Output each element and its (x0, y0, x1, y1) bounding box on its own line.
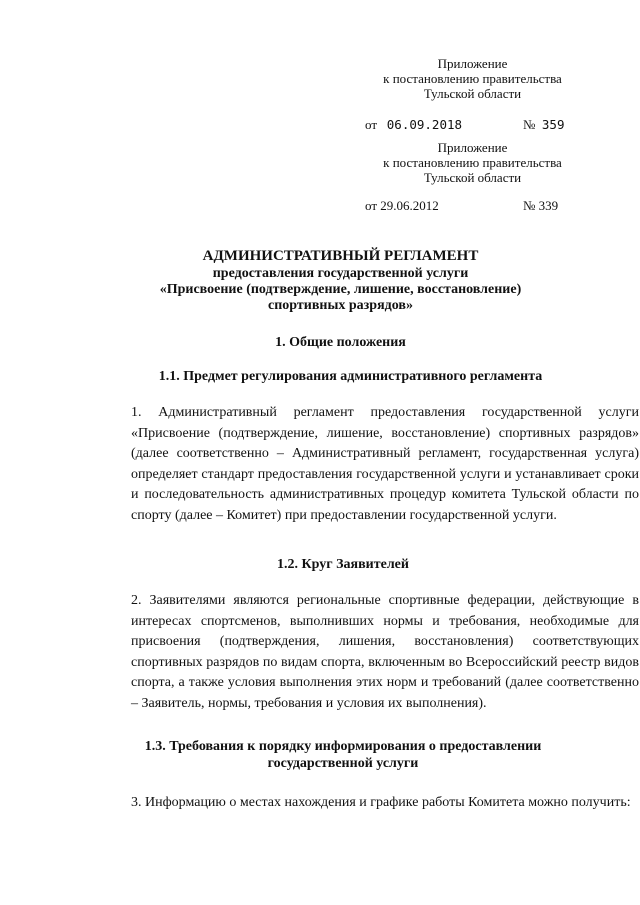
paragraph-1: 1. Административный регламент предоставления государственной услуги «Присвоение (подтверждение, лишение, восстановление) спортивных разрядов» (далее соответственно – Административный регламент, государственная услуга) определяет стандарт предоставления государственной услуги и устанавливает сроки и последовательность административных процедур комитета Тульской области по спорту (далее – Комитет) при предоставлении государственной услуги. (131, 405, 639, 523)
appendix-header-current (360, 56, 585, 101)
number-label: № (523, 117, 536, 132)
document-subtitle: предоставления государственной услуги «Присвоение (подтверждение, лишение, восстановление) спортивных разрядов» (159, 266, 522, 313)
date-label: от (365, 117, 378, 132)
appendix-region: Тульской области (423, 86, 522, 101)
appendix-label: Приложение (437, 140, 508, 155)
appendix-region: Тульской области (423, 170, 522, 185)
appendix-header-original (360, 140, 585, 185)
appendix-label: Приложение (437, 56, 508, 71)
order-number: 359 (541, 117, 565, 132)
order-number: 339 (538, 198, 559, 213)
number-label: № (523, 198, 536, 213)
document-title: АДМИНИСТРАТИВНЫЙ РЕГЛАМЕНТ (202, 248, 479, 264)
section-heading-subject: 1.1. Предмет регулирования административного регламента (158, 369, 543, 384)
paragraph-3: 3. Информацию о местах нахождения и графике работы Комитета можно получить: (131, 795, 631, 810)
section-heading-information: 1.3. Требования к порядку информирования о предоставлении государственной услуги (144, 739, 542, 771)
paragraph-2: 2. Заявителями являются региональные спортивные федерации, действующие в интересах спортсменов, выполнивших нормы и требования, необходимые для присвоения (подтверждения, лишения, восстановления) соответствующих спортивных разрядов по видам спорта, включенным во Всероссийский реестр видов спорта, а также условия выполнения этих норм и требований (далее соответственно – Заявитель, нормы, требования и условия их выполнения). (131, 593, 639, 711)
section-heading-general: 1. Общие положения (275, 335, 406, 350)
order-date: 06.09.2018 (386, 117, 463, 132)
appendix-decree: к постановлению правительства (383, 71, 562, 86)
appendix-decree: к постановлению правительства (383, 155, 562, 170)
section-heading-applicants: 1.2. Круг Заявителей (277, 557, 409, 572)
date-label: от (365, 198, 378, 213)
order-date: 29.06.2012 (380, 198, 439, 213)
